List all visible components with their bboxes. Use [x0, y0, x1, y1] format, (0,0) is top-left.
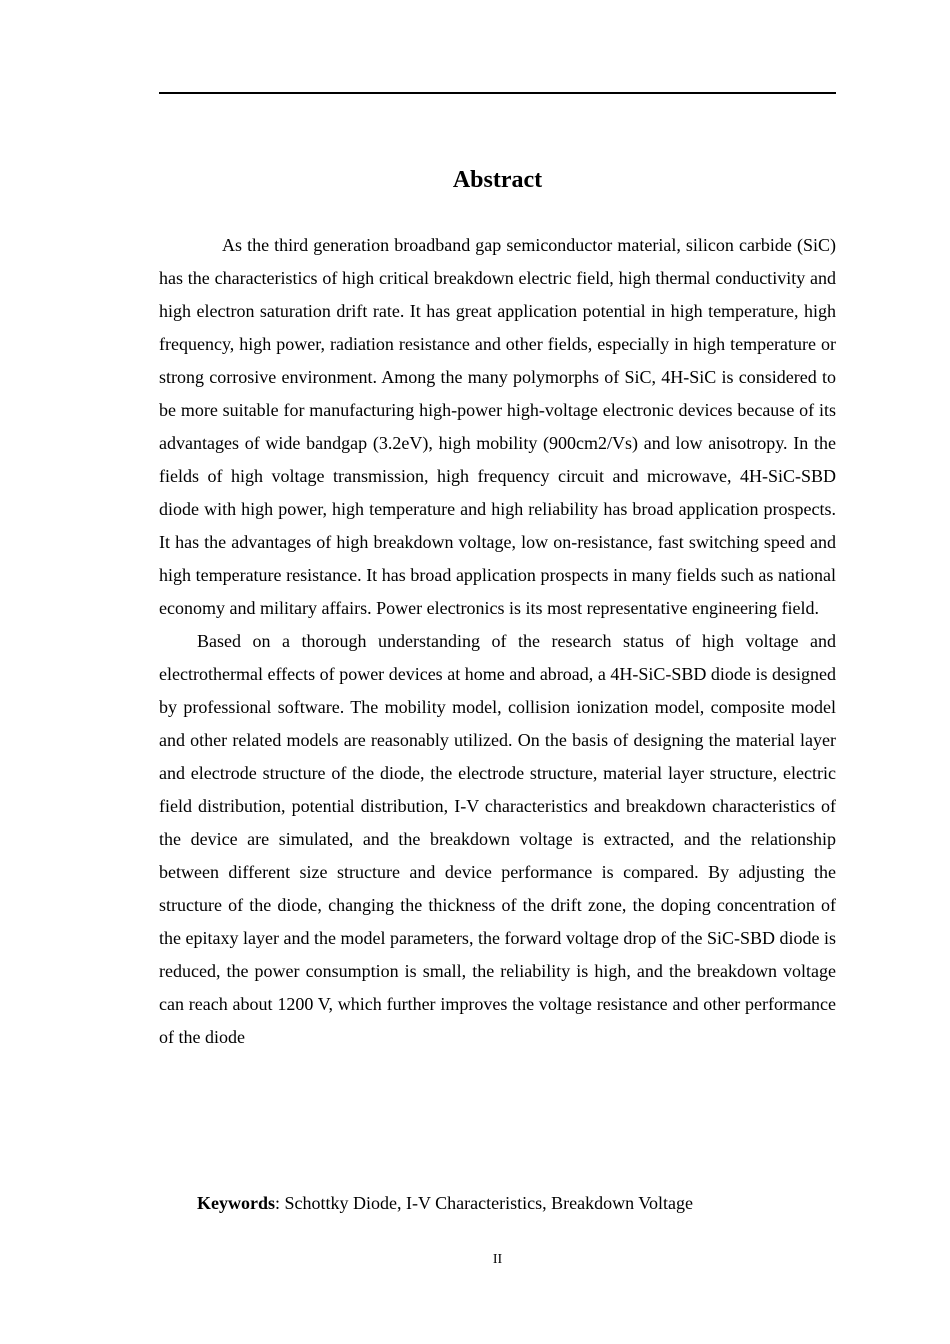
abstract-paragraph-2: Based on a thorough understanding of the research status of high voltage and electrothermal effects of power devices at home and abroad, a 4H-SiC-SBD diode is designed by professional software. The mobility model, collision ionization model, composite model and other related models are reasonably utilized. On the basis of designing the material layer and electrode structure of the diode, the electrode structure, material layer structure, electric field distribution, potential distribution, I-V characteristics and breakdown characteristics of the device are simulated, and the breakdown voltage is extracted, and the relationship between different size structure and device performance is compared. By adjusting the structure of the diode, changing the thickness of the drift zone, the doping concentration of the epitaxy layer and the model parameters, the forward voltage drop of the SiC-SBD diode is reduced, the power consumption is small, the reliability is high, and the breakdown voltage can reach about 1200 V, which further improves the voltage resistance and other performance of the diode: [159, 631, 836, 1047]
page-title: Abstract: [452, 167, 543, 193]
keywords-label: Keywords: [197, 1193, 275, 1213]
keywords-value: Schottky Diode, I-V Characteristics, Breakdown Voltage: [284, 1193, 693, 1213]
header-rule: [159, 92, 836, 94]
page-number: II: [492, 1252, 503, 1267]
abstract-paragraph-1: As the third generation broadband gap semiconductor material, silicon carbide (SiC) has the characteristics of high critical breakdown electric field, high thermal conductivity and high electron saturation drift rate. It has great application potential in high temperature, high frequency, high power, radiation resistance and other fields, especially in high temperature or strong corrosive environment. Among the many polymorphs of SiC, 4H-SiC is considered to be more suitable for manufacturing high-power high-voltage electronic devices because of its advantages of wide bandgap (3.2eV), high mobility (900cm2/Vs) and low anisotropy. In the fields of high voltage transmission, high frequency circuit and microwave, 4H-SiC-SBD diode with high power, high temperature and high reliability has broad application prospects. It has the advantages of high breakdown voltage, low on-resistance, fast switching speed and high temperature resistance. It has broad application prospects in many fields such as national economy and military affairs. Power electronics is its most representative engineering field.: [159, 235, 836, 618]
abstract-body: [159, 229, 836, 1054]
keywords-line: [197, 1187, 836, 1220]
keywords-separator: :: [275, 1193, 285, 1213]
